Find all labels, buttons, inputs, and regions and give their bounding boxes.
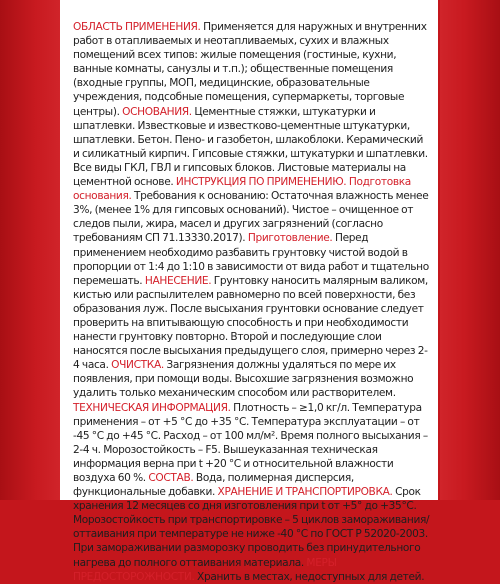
instruction-text-panel: [60, 0, 438, 583]
section-heading: ОЧИСТКА.: [111, 359, 164, 372]
section-body-text: Применяется для наружных и внутренних работ в отапливаемых и неотапливаемых, сухих и влажных помещений всех типов: жилые помещения (гостиные, кухни, ванные комнаты, санузлы и т.п.); общественные помещения (входные группы, МОП, медицинские, образовательные учреждения, подсобные помещения, супермаркеты, торговые центры).: [73, 21, 427, 118]
section-body-text: Перед применением необходимо разбавить грунтовку чистой водой в пропорции от 1:4 до 1:10 в зависимости от вида работ и тщательно перемешать.: [73, 232, 429, 287]
section-heading: НАНЕСЕНИЕ.: [144, 274, 212, 287]
section-body-text: Хранить в местах, недоступных для детей.: [194, 570, 425, 583]
section-heading: Приготовление.: [247, 232, 333, 245]
section-body-text: Срок хранения 12 месяцев со дня изготовления при t от +5° до +35°С. Морозостойкость при транспортировке – 5 циклов замораживания/оттаивания при температуре не ниже -40 °С по ГОСТ Р 52020-2003. При замораживании разморозку проводить без принудительного нагрева до полного оттаивания материала.: [73, 486, 430, 569]
section-body-text: Плотность – ≥1,0 кг/л. Температура применения – от +5 °С до +35 °С. Температура эксплуатации – от -45 °С до +45 °С. Расход – от 100 мл/м². Время полного высыхания – 2-4 ч. Морозостойкость – F5. Вышеуказанная техническая информация верна при t +20 °С и относительной влажности воздуха 60 %.: [73, 401, 428, 484]
section-body-text: Грунтовку наносить малярным валиком, кистью или распылителем равномерно по всей поверхности, без образования луж. После высыхания грунтовки основание следует проверить на впитывающую способность и при необходимости нанести грунтовку повторно. Второй и последующие слои наносятся после высыхания предыдущего слоя, примерно через 2-4 часа.: [73, 274, 428, 372]
section-heading: МЕРЫ ПРЕДОСТОРОЖНОСТИ.: [73, 556, 337, 583]
right-red-border: [440, 0, 500, 500]
section-body-text: Требования к основанию: Остаточная влажность менее 3%, (менее 1% для гипсовых оснований). Чистое – очищенное от следов пыли, жира, масел и других загрязнений (согласно требованиям СП 71.13330.2017).: [73, 190, 429, 245]
left-red-border: [0, 0, 60, 500]
section-heading: ТЕХНИЧЕСКАЯ ИНФОРМАЦИЯ.: [73, 401, 231, 414]
section-body-text: Загрязнения должны удаляться по мере их появления, при помощи воды. Высохшие загрязнения возможно удалить только механическим способом или растворителем.: [73, 359, 414, 400]
instruction-paragraph: [73, 20, 432, 584]
section-heading: Подготовка основания.: [73, 176, 411, 203]
section-heading: ИНСТРУКЦИЯ ПО ПРИМЕНЕНИЮ.: [175, 176, 347, 189]
section-heading: ОБЛАСТЬ ПРИМЕНЕНИЯ.: [73, 21, 201, 33]
section-heading: СОСТАВ.: [148, 472, 194, 484]
section-body-text: Цементные стяжки, штукатурки и шпатлевки. Известковые и известково-цементные штукатурки, шпатлевки. Бетон. Пено- и газобетон, шлакоблоки. Керамический и силикатный кирпич. Гипсовые стяжки, штукатурки и шпатлевки. Все виды ГКЛ, ГВЛ и гипсовых блоков. Листовые материалы на цементной основе.: [73, 105, 428, 189]
section-heading: ОСНОВАНИЯ.: [122, 105, 192, 118]
section-heading: ХРАНЕНИЕ И ТРАНСПОРТИРОВКА.: [217, 486, 393, 499]
section-body-text: Вода, полимерная дисперсия, функциональные добавки.: [73, 472, 354, 499]
